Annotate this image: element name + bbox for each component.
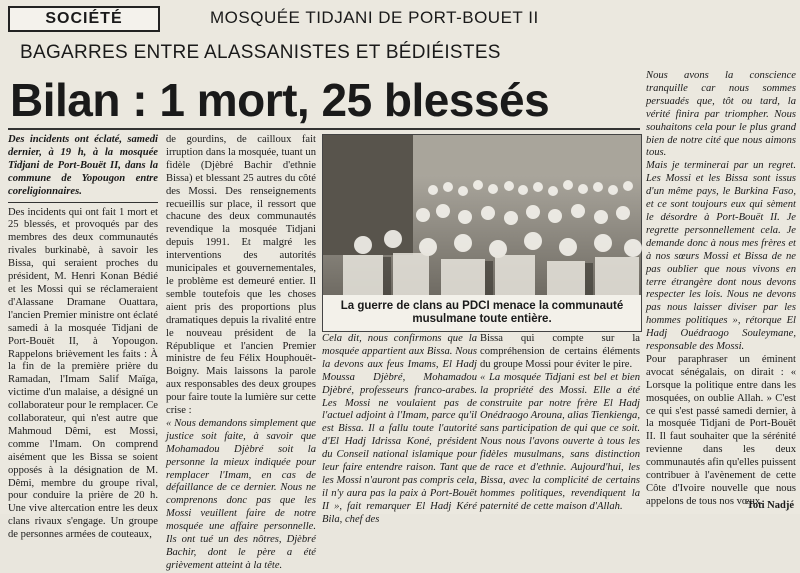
caption-line: La guerre de clans au PDCI menace la communauté (340, 300, 624, 312)
quote-paragraph: Cela dit, nous confirmons que la mosquée appartient aux Bissa. Nous la devons aux feus Imams, El Hadj Moussa Djèbré, Mohamadou Djèbré, professeurs franco-arabes. Les Mossi ne voulaient pas de l'actuel adjoint à l'Imam, parce qu'il est Bissa. Il a fallu toute l'autorité d'El Hadj Idrissa Koné, président du Conseil national islamique pour leur faire entendre raison. Tant que les Mossi n'auront pas compris cela, il n'y aura pas la paix à Port-Bouët II », fait remarquer El Hadj Kéré Bila, chef des (322, 333, 477, 525)
column-5 (646, 70, 796, 514)
quote-paragraph: « Nous demandons simplement que justice soit faite, à savoir que Mohamadou Djèbré soit la personne la mieux indiquée pour remplacer l'Imam, en cas de défaillance de ce dernier. Nous ne comprenons donc pas que les Mossi veuillent faire de notre mosquée une affaire personnelle. Ils ont tué un des nôtres, Djèbré Bachir, dont le père a été grièvement atteint à la tête. (166, 417, 316, 571)
body-paragraph: Pour paraphraser un éminent avocat sénégalais, on dirait : « Lorsque la politique entre dans les mosquées, on oublie Allah. » C'est ce qui s'est passé samedi dernier, à la mosquée Tidjani de Port-Bouët II. Il faut souhaiter que la sérénité revienne dans les deux communautés afin qu'elles puissent contribuer à l'avènement de cette Côte d'Ivoire nouvelle que nous appelons de tous nos vœux. (646, 353, 796, 507)
kicker-title: MOSQUÉE TIDJANI DE PORT-BOUET II (210, 8, 539, 27)
lead-box (8, 134, 158, 203)
photo-caption (323, 295, 641, 331)
caption-line: musulmane toute entière. (412, 313, 552, 325)
subheadline: BAGARRES ENTRE ALASSANISTES ET BÉDIÉISTES (20, 42, 501, 63)
body-paragraph: Des incidents qui ont fait 1 mort et 25 blessés, et provoqués par des membres des deux communautés rivales burkinabè, à savoir les Bissa, qui seraient proches du président, M. Henri Konan Bédié et les Mossi qui se réclameraient d'Alassane Dramane Ouattara, l'ancien Premier ministre ont éclaté samedi à la mosquée Tidjani de Port-Bouët II, à Yopougon. Rappelons brièvement les faits : À la fin de la première prière du Ramadan, l'Imam Salif Maïga, victime d'un malaise, a désigné un collaborateur pour le remplacer. Ce collaborateur, qui n'est autre que Mahmoud Dêmi, est Mossi, comme l'Imam. On comprend aisément que les Bissa se soient opposés à la désignation de M. Dêmi, membre du groupe rival, pour conduire la prière de 20 h. Une vive altercation entre les deux clans rivaux s'engage. Un groupe de personnes armées de couteaux, (8, 206, 158, 541)
quote-paragraph: Nous avons la conscience tranquille car nous sommes persuadés que, tôt ou tard, la vérité finira par triompher. Nous souhaitons cela pour le plus grand bien de notre cité que nous aimons tous. (646, 70, 796, 159)
column-4 (480, 333, 640, 514)
crowd-photo-image (323, 135, 641, 295)
body-paragraph: de gourdins, de cailloux fait irruption dans la mosquée, tuant un fidèle (Djèbré Bachir d'ethnie Bissa) et blessant 25 autres du côté des Mossi. Des renseignements recueillis sur place, il ressort que chacune des deux communautés revendique la mosquée Tidjani depuis 1991. Et malgré les interventions des autorités municipales et gouvernementales, le problème est demeuré entier. Il semble toutefois que les choses aient pris des proportions plus dramatiques depuis la rivalité entre le nouveau président de la République et l'ancien Premier ministre de feu Félix Houphouët-Boigny. Mais laissons la parole aux responsables des deux groupes pour faire toute la lumière sur cette crise : (166, 134, 316, 417)
crowd-photo (322, 134, 642, 332)
section-rubric: SOCIÉTÉ (8, 6, 160, 32)
lead-paragraph: Des incidents ont éclaté, samedi dernier, à 19 h, à la mosquée Tidjani de Port-Bouët II, dans la commune de Yopougon entre coreligionnaires. (8, 134, 158, 197)
body-paragraph: Bissa qui compte sur la compréhension de certains éléments du groupe Mossi pour éviter le pire. (480, 333, 640, 370)
quote-paragraph: « La mosquée Tidjani est bel et bien la propriété des Mossi. Elle a été construite par notre frère El Hadj Onédraogo Arouna, alias Tienkienga, sans participation de qui que ce soit. Nous nous l'avons ouverte à tous les fidèles musulmans, sans distinction de race et d'ethnie. Aujourd'hui, les Bissa, avec la complicité de certains hommes politiques, revendiquent la paternité de cette maison d'Allah. (480, 371, 640, 512)
divider-rule (8, 128, 640, 130)
author-signature: Toti Nadjé (746, 500, 794, 511)
column-1 (8, 134, 158, 541)
column-3 (322, 333, 477, 525)
headline: Bilan : 1 mort, 25 blessés (10, 74, 550, 126)
quote-paragraph: Mais je terminerai par un regret. Les Mossi et les Bissa sont issus d'un même pays, le Burkina Faso, et ce sont toujours eux qui sèment le désordre à Port-Bouët II. Je regrette personnellement cela. Je demande donc à nous mes frères et à nos sœurs Mossi et Bissa de ne pas oublier que nous vivons en terre étrangère dont nous devons respecter les lois. Nous ne devons pas nous laisser diviser par les hommes politiques », rétorque El Hadj Ouédraogo Souleymane, responsable des Mossi. (646, 160, 796, 353)
column-2 (166, 134, 316, 571)
